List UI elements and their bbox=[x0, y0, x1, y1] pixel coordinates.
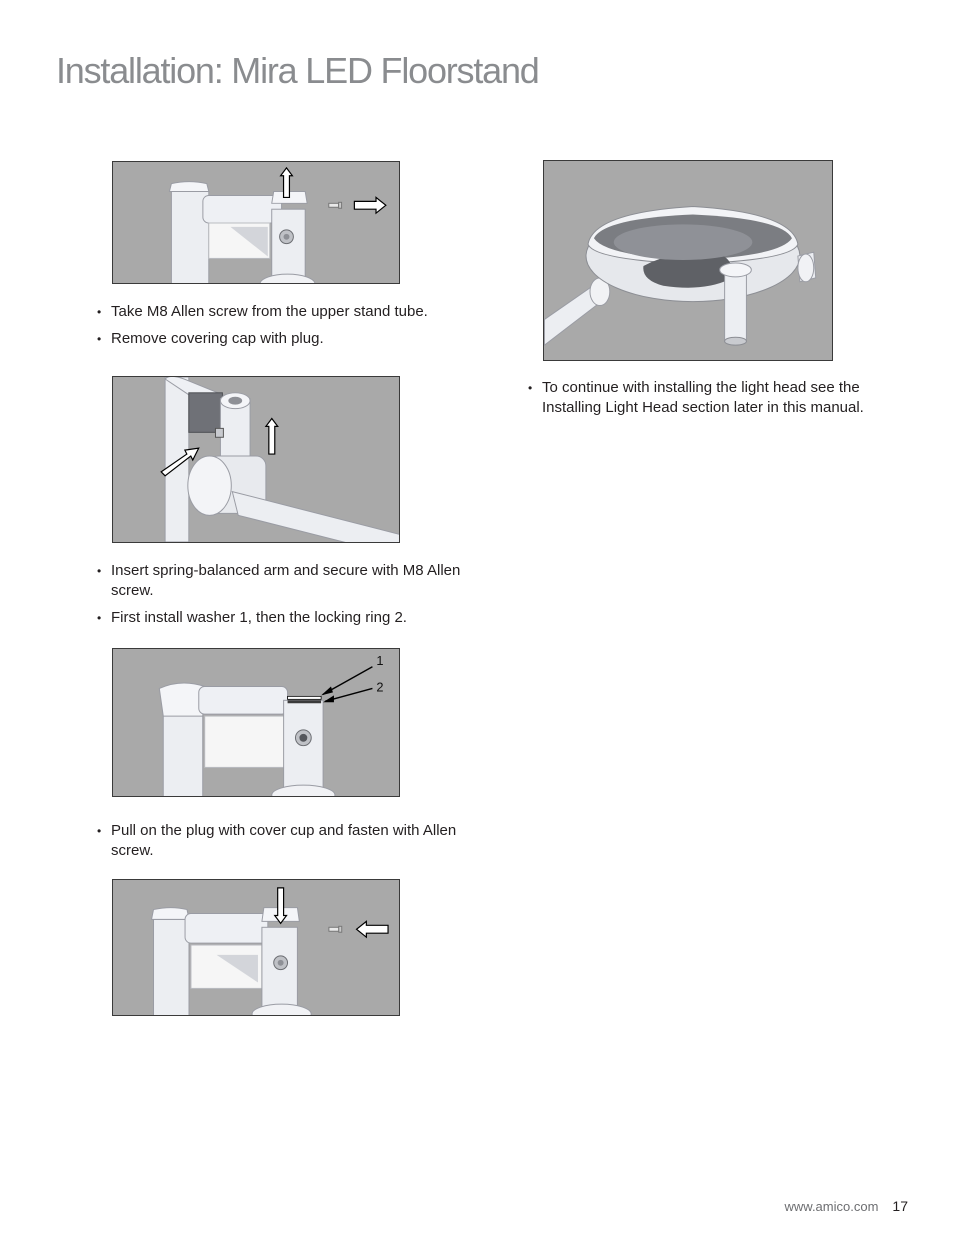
figure-washer-ring bbox=[112, 648, 400, 797]
figure-insert-arm bbox=[112, 376, 400, 543]
page-footer bbox=[785, 1198, 909, 1214]
figure-fasten-cap-drawing bbox=[113, 880, 399, 1015]
callout-1: 1 bbox=[376, 652, 384, 668]
step5-instructions bbox=[528, 378, 898, 425]
list-item: • Remove covering cap with plug. bbox=[97, 329, 467, 349]
figure-remove-cap-drawing bbox=[113, 162, 399, 283]
list-item: • Insert spring-balanced arm and secure with M8 Allen screw. bbox=[97, 561, 467, 601]
list-item: • To continue with installing the light head see the Installing Light Head section later in this manual. bbox=[528, 378, 898, 418]
figure-fasten-cap bbox=[112, 879, 400, 1016]
figure-insert-arm-drawing bbox=[113, 377, 399, 542]
page-number: 17 bbox=[892, 1198, 908, 1214]
footer-url[interactable]: www.amico.com bbox=[784, 1199, 879, 1214]
step2-instructions bbox=[97, 561, 467, 635]
page-title: Installation: Mira LED Floorstand bbox=[56, 50, 539, 91]
list-item: • First install washer 1, then the locking ring 2. bbox=[97, 608, 467, 628]
figure-light-head-drawing bbox=[544, 161, 832, 360]
figure-washer-ring-drawing bbox=[113, 649, 399, 796]
list-item: • Take M8 Allen screw from the upper stand tube. bbox=[97, 302, 467, 322]
list-item: • Pull on the plug with cover cup and fasten with Allen screw. bbox=[97, 821, 467, 861]
step1-instructions bbox=[97, 302, 467, 356]
callout-2: 2 bbox=[376, 679, 384, 695]
step3-instructions bbox=[97, 821, 467, 868]
figure-light-head bbox=[543, 160, 833, 361]
figure-remove-cap bbox=[112, 161, 400, 284]
